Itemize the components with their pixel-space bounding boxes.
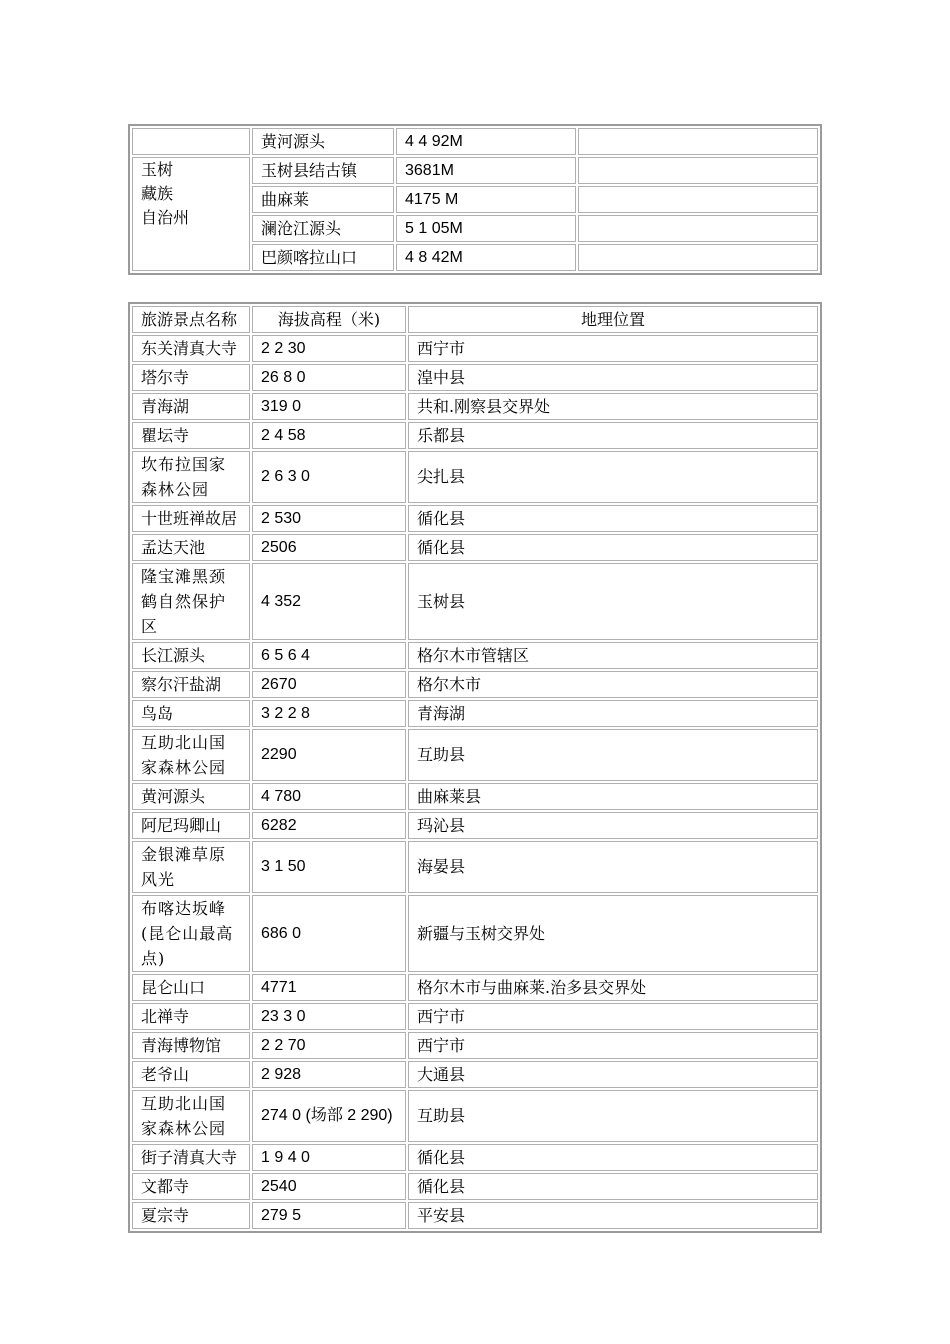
elevation-value: 23 3 0 [252,1003,406,1030]
site-location: 青海湖 [408,700,818,727]
elevation-value: 2670 [252,671,406,698]
elevation-value: 4771 [252,974,406,1001]
site-location: 尖扎县 [408,451,818,503]
elevation-value: 6 5 6 4 [252,642,406,669]
site-name: 街子清真大寺 [132,1144,250,1171]
site-name: 布喀达坂峰(昆仑山最高点) [132,895,250,972]
site-location: 湟中县 [408,364,818,391]
place-name: 巴颜喀拉山口 [252,244,394,271]
elevation-value: 4 780 [252,783,406,810]
elevation-value: 1 9 4 0 [252,1144,406,1171]
elevation-value: 4 8 42M [396,244,576,271]
site-name: 鸟岛 [132,700,250,727]
site-name: 文都寺 [132,1173,250,1200]
yushu-elevation-table [128,124,822,275]
elevation-value: 3 1 50 [252,841,406,893]
region-label-line: 自治州 [141,208,190,227]
table-row [132,729,818,781]
site-name: 昆仑山口 [132,974,250,1001]
site-name: 孟达天池 [132,534,250,561]
table-row [132,1144,818,1171]
elevation-value: 5 1 05M [396,215,576,242]
elevation-value: 2 2 70 [252,1032,406,1059]
table-row [132,1173,818,1200]
table-row [132,534,818,561]
table-row [132,335,818,362]
site-name: 夏宗寺 [132,1202,250,1229]
site-name: 坎布拉国家森林公园 [132,451,250,503]
table-row [132,157,818,184]
elevation-value: 4175 M [396,186,576,213]
elevation-value: 4 4 92M [396,128,576,155]
elevation-value: 3681M [396,157,576,184]
header-name: 旅游景点名称 [132,306,250,333]
empty-cell [132,128,250,155]
elevation-value: 2 4 58 [252,422,406,449]
table-row [132,1061,818,1088]
site-name: 青海湖 [132,393,250,420]
site-location: 玛沁县 [408,812,818,839]
elevation-value: 2540 [252,1173,406,1200]
site-name: 互助北山国家森林公园 [132,729,250,781]
table-row [132,451,818,503]
elevation-value: 279 5 [252,1202,406,1229]
site-location: 循化县 [408,505,818,532]
site-location: 新疆与玉树交界处 [408,895,818,972]
elevation-value: 2506 [252,534,406,561]
site-name: 隆宝滩黑颈鹤自然保护区 [132,563,250,640]
tourist-sites-body [132,335,818,1229]
site-location: 西宁市 [408,335,818,362]
elevation-value: 274 0 (场部 2 290) [252,1090,406,1142]
table-row [132,642,818,669]
table-row [132,1003,818,1030]
elevation-value: 3 2 2 8 [252,700,406,727]
table-row [132,895,818,972]
table-row [132,841,818,893]
site-location: 曲麻莱县 [408,783,818,810]
tourist-sites-table [128,302,822,1233]
site-location: 格尔木市 [408,671,818,698]
header-elevation: 海拔高程（米) [252,306,406,333]
site-location: 循化县 [408,1173,818,1200]
elevation-value: 2 928 [252,1061,406,1088]
site-name: 长江源头 [132,642,250,669]
site-location: 格尔木市与曲麻莱.治多县交界处 [408,974,818,1001]
table-row [132,422,818,449]
site-name: 金银滩草原风光 [132,841,250,893]
site-name: 察尔汗盐湖 [132,671,250,698]
table-row [132,671,818,698]
extra-cell [578,244,818,271]
site-name: 青海博物馆 [132,1032,250,1059]
site-location: 大通县 [408,1061,818,1088]
elevation-value: 6282 [252,812,406,839]
site-location: 平安县 [408,1202,818,1229]
extra-cell [578,157,818,184]
site-location: 海晏县 [408,841,818,893]
place-name: 澜沧江源头 [252,215,394,242]
elevation-value: 4 352 [252,563,406,640]
table-row [132,563,818,640]
place-name: 黄河源头 [252,128,394,155]
region-label-line: 藏族 [141,184,174,203]
table-row [132,505,818,532]
table-row [132,783,818,810]
site-name: 东关清真大寺 [132,335,250,362]
table-row [132,974,818,1001]
table-row [132,812,818,839]
site-name: 北禅寺 [132,1003,250,1030]
site-location: 互助县 [408,729,818,781]
site-name: 老爷山 [132,1061,250,1088]
table-row [132,364,818,391]
header-location: 地理位置 [408,306,818,333]
site-location: 玉树县 [408,563,818,640]
site-name: 互助北山国家森林公园 [132,1090,250,1142]
site-name: 塔尔寺 [132,364,250,391]
extra-cell [578,186,818,213]
elevation-value: 319 0 [252,393,406,420]
site-location: 西宁市 [408,1032,818,1059]
table-row [132,393,818,420]
site-location: 互助县 [408,1090,818,1142]
extra-cell [578,128,818,155]
site-name: 瞿坛寺 [132,422,250,449]
table-row [132,1090,818,1142]
site-name: 黄河源头 [132,783,250,810]
place-name: 曲麻莱 [252,186,394,213]
elevation-value: 686 0 [252,895,406,972]
elevation-value: 2 530 [252,505,406,532]
table-row [132,1032,818,1059]
site-location: 循化县 [408,534,818,561]
table-row [132,1202,818,1229]
site-name: 阿尼玛卿山 [132,812,250,839]
site-location: 共和.刚察县交界处 [408,393,818,420]
region-label [132,157,250,271]
elevation-value: 2 6 3 0 [252,451,406,503]
site-location: 乐都县 [408,422,818,449]
site-name: 十世班禅故居 [132,505,250,532]
elevation-value: 2 2 30 [252,335,406,362]
table-row [132,128,818,155]
elevation-value: 2290 [252,729,406,781]
header-row [132,306,818,333]
table-row [132,700,818,727]
region-label-line: 玉树 [141,160,174,179]
extra-cell [578,215,818,242]
site-location: 西宁市 [408,1003,818,1030]
elevation-value: 26 8 0 [252,364,406,391]
site-location: 格尔木市管辖区 [408,642,818,669]
site-location: 循化县 [408,1144,818,1171]
place-name: 玉树县结古镇 [252,157,394,184]
